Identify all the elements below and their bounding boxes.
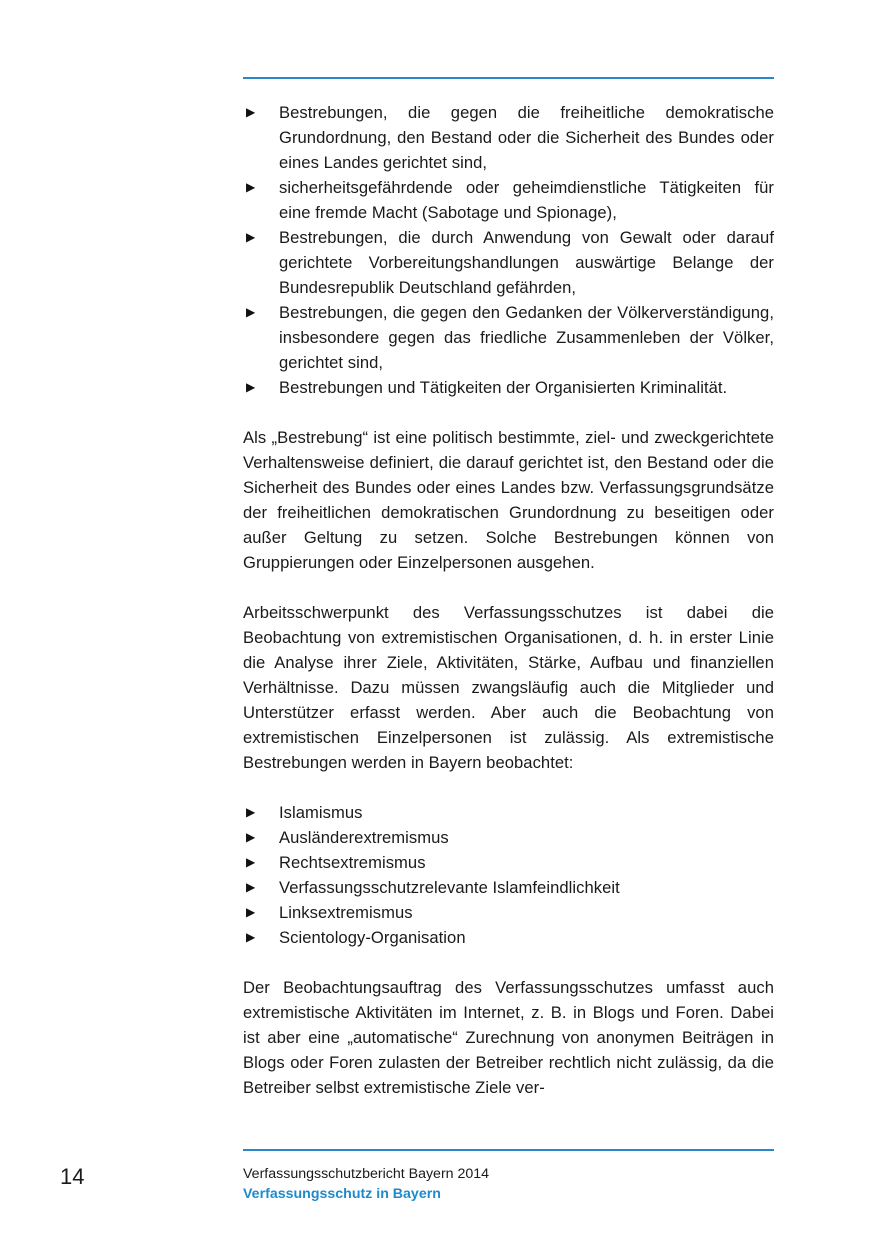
list-item: ▶ Rechtsextremismus xyxy=(243,850,774,875)
list-item: ▶ Linksextremismus xyxy=(243,900,774,925)
definition-paragraph: Als „Bestrebung“ ist eine politisch bestimmte, ziel- und zweckgerichtete Verhaltensweise definiert, die darauf gerichtet ist, den Bestand oder die Sicherheit des Bundes oder eines Landes bzw. Verfassungsgrundsätze der freiheitlichen demokratischen Grundordnung zu beseitigen oder außer Geltung zu setzen. Solche Bestrebungen können von Gruppierungen oder Einzelpersonen ausgehen. xyxy=(243,428,774,572)
observed-extremism-list xyxy=(243,800,774,950)
footer xyxy=(243,1164,489,1204)
list-item: ▶ Ausländerextremismus xyxy=(243,825,774,850)
observation-tasks-list xyxy=(243,100,774,400)
triangle-bullet-icon: ▶ xyxy=(246,230,256,244)
triangle-bullet-icon: ▶ xyxy=(246,105,256,119)
triangle-bullet-icon: ▶ xyxy=(246,830,256,844)
triangle-bullet-icon: ▶ xyxy=(246,380,256,394)
triangle-bullet-icon: ▶ xyxy=(246,305,256,319)
triangle-bullet-icon: ▶ xyxy=(246,905,256,919)
main-content xyxy=(243,100,774,1100)
page-number: 14 xyxy=(60,1164,85,1189)
focus-paragraph: Arbeitsschwerpunkt des Verfassungsschutzes ist dabei die Beobachtung von extremistischen Organisationen, d. h. in erster Linie die Analyse ihrer Ziele, Aktivitäten, Stärke, Aufbau und finanziellen Verhältnisse. Dazu müssen zwangsläufig auch die Mitglieder und Unterstützer erfasst werden. Aber auch die Beobachtung von extremistischen Einzelpersonen ist zulässig. Als extremistische Bestrebungen werden in Bayern beobachtet: xyxy=(243,603,774,772)
triangle-bullet-icon: ▶ xyxy=(246,930,256,944)
list-item: ▶ Verfassungsschutzrelevante Islamfeindlichkeit xyxy=(243,875,774,900)
list-item: ▶ Bestrebungen und Tätigkeiten der Organisierten Kriminalität. xyxy=(243,375,774,400)
triangle-bullet-icon: ▶ xyxy=(246,880,256,894)
triangle-bullet-icon: ▶ xyxy=(246,180,256,194)
report-title: Verfassungsschutzbericht Bayern 2014 xyxy=(243,1166,490,1182)
list-item: ▶ Bestrebungen, die durch Anwendung von Gewalt oder darauf gerichtete Vorbereitungshandlungen auswärtige Belange der Bundesrepublik Deutschland gefährden, xyxy=(243,225,774,300)
list-item: ▶ Scientology-Organisation xyxy=(243,925,774,950)
header-rule xyxy=(243,77,774,79)
footer-rule xyxy=(243,1149,774,1151)
list-item: ▶ Bestrebungen, die gegen den Gedanken der Völkerverständigung, insbesondere gegen das friedliche Zusammenleben der Völker, gerichtet sind, xyxy=(243,300,774,375)
list-item: ▶ Bestrebungen, die gegen die freiheitliche demokratische Grundordnung, den Bestand oder die Sicherheit des Bundes oder eines Landes gerichtet sind, xyxy=(243,100,774,175)
triangle-bullet-icon: ▶ xyxy=(246,855,256,869)
section-title: Verfassungsschutz in Bayern xyxy=(243,1186,441,1202)
list-item: ▶ sicherheitsgefährdende oder geheimdienstliche Tätigkeiten für eine fremde Macht (Sabotage und Spionage), xyxy=(243,175,774,225)
triangle-bullet-icon: ▶ xyxy=(246,805,256,819)
list-item: ▶ Islamismus xyxy=(243,800,774,825)
internet-paragraph: Der Beobachtungsauftrag des Verfassungsschutzes umfasst auch extremistische Aktivitäten im Internet, z. B. in Blogs und Foren. Dabei ist aber eine „automatische“ Zurechnung von anonymen Beiträgen in Blogs oder Foren zulasten der Betreiber rechtlich nicht zulässig, da die Betreiber selbst extremistische Ziele ver- xyxy=(243,978,774,1097)
